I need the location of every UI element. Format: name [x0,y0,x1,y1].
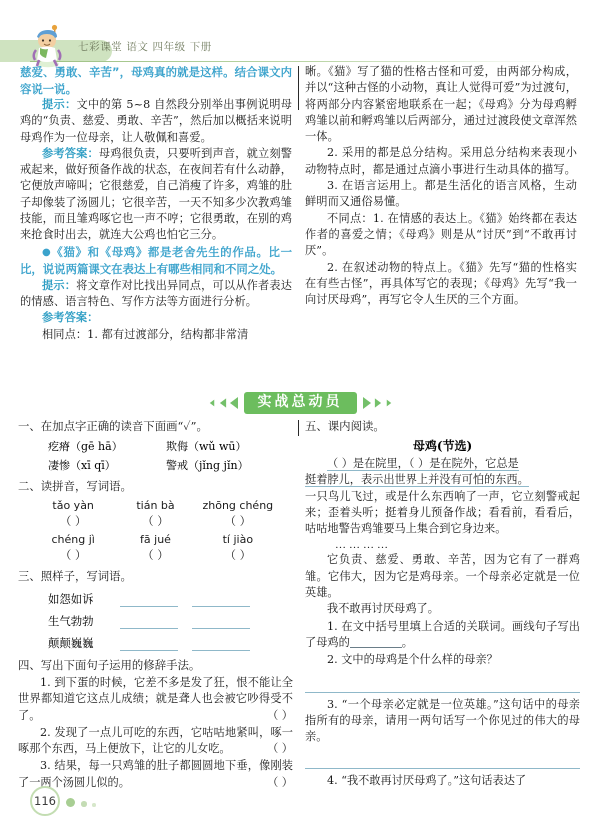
page-footer [0,786,600,820]
exercise-5-title: 五、课内阅读。 [305,419,385,433]
write-blank[interactable] [192,617,250,629]
pinyin-label: tí jiào [222,533,254,546]
passage-title: 母鸡(节选) [412,439,473,453]
exercise-1-item[interactable]: 警戒（jǐng jǐn） [166,459,249,472]
reading-question-4: 4. “我不敢再讨厌母鸡了。”这句话表达了 [327,774,527,788]
answer-1-text: 母鸡很负责，只要听到声音，就立刻警戒起来，做好预备作战的状态，在夜间若有什么动静，它便放声啼叫；它很慈爱，自己消瘦了许多，鸡雏的肚子却像装了汤圆儿；它很辛苦，一天不知多少次教鸡雏技能，而且雏鸡啄它也一声不哼；它很勇敢，在别的鸡来抢食时出去，就连大公鸡也怕它三分。 [20,146,292,242]
reading-question-2: 2. 文中的母鸡是个什么样的母亲？ [327,653,498,667]
answer-2-label: 参考答案： [42,311,99,325]
header-divider-rule [30,61,560,62]
reading-answer-line[interactable] [305,679,580,693]
exercise-4-sentence: 2. 发现了一点儿可吃的东西，它咕咕地紧叫，啄一啄那个东西，马上便放下，让它的儿女吃。 [18,725,293,756]
diff-point-2: 2. 在叙述动物的特点上。《猫》先写“猫的性格实在有些古怪”，再具体写它的表现；《母鸡》先写“我一向讨厌母鸡”，再写它令人生厌的三个方面。 [305,260,577,307]
reading-question-1-text: 1. 在文中括号里填上合适的关联词。画线句子写出了母鸡的 [305,619,580,649]
passage-line-3: 它负责、慈爱、勇敢、辛苦，因为它有了一群鸡雏。它伟大，因为它是鸡母亲。一个母亲必定就是一位英雄。 [305,553,580,600]
write-blank[interactable] [120,639,178,651]
exercise-1-item[interactable]: 凄惨（xī qī） [48,459,116,472]
student-mascot-icon [26,24,72,68]
exercise-4-item-1 [18,675,293,724]
exercise-4-sentence: 3. 结果，每一只鸡雏的肚子都圆圆地下垂，像刚装了一两个汤圆儿似的。 [18,759,293,789]
answer-paren[interactable]: （ ） [267,742,293,756]
same-points-continued: 晰。《猫》写了猫的性格古怪和可爱，由两部分构成，并以“这种古怪的小动物，真让人觉得可爱”为过渡句，将两部分内容紧密地联系在一起；《母鸡》分为母鸡孵鸡雏以前和孵鸡雏以后两部分，通过过渡段使文章浑然一体。 [305,65,577,144]
exercise-3-title: 三、照样子，写词语。 [18,569,132,583]
bullet-icon: ● [42,246,52,258]
sample-word: 如怨如诉 [48,592,94,606]
pinyin-label: fā jué [140,533,171,546]
exercise-left-column [18,418,293,791]
hint-1-label: 提示： [42,98,77,111]
banner-label: 实战总动员 [244,392,357,414]
footer-dot-small-icon [92,803,96,807]
section-banner [0,391,600,415]
hint-1-paragraph [20,97,292,146]
hint-2-paragraph [20,278,292,311]
write-blank[interactable] [120,617,178,629]
passage-underlined-sentence: 挺着脖儿，表示出世界上并没有可怕的东西。 [305,473,529,487]
answer-key-right-column [305,64,577,308]
answer-1-label: 参考答案： [42,146,99,160]
pinyin-label: tǎo yàn [52,499,94,512]
passage-ellipsis: ………… [335,539,391,552]
triangle-left-icon [208,397,238,409]
same-point-2: 2. 采用的都是总分结构。采用总分结构来表现小动物特点时，都是通过点滴小事进行生动具体的描写。 [305,146,577,176]
exercise-2-pinyin-row-2 [18,533,293,546]
answer-bracket[interactable]: （ ） [142,514,169,528]
exercise-1-row-1[interactable] [18,438,293,454]
reading-question-1: 1. 在文中括号里填上合适的关联词。画线句子写出了母鸡的 。 [305,619,580,649]
sample-word: 生气勃勃 [48,614,94,628]
column-divider [298,66,299,110]
footer-dot-large-icon [66,798,75,807]
answer-bracket[interactable]: （ ） [59,514,87,528]
answer-bracket[interactable]: （ ） [224,514,252,528]
answer-key-region [0,64,600,384]
write-blank[interactable] [192,639,250,651]
hint-2-text: 将文章作对比找出异同点，可以从作者表达的情感、语言特色、写作方法等方面进行分析。 [20,278,292,308]
answer-paren[interactable]: （ ） [267,708,293,722]
passage-line-4: 我不敢再讨厌母鸡了。 [327,602,439,616]
exercise-2-pinyin-row-1 [18,499,293,512]
same-point-3: 3. 在语言运用上。都是生活化的语言风格，生动鲜明而又通俗易懂。 [305,179,577,209]
write-blank[interactable] [192,595,250,607]
pinyin-label: zhōng chéng [202,499,274,512]
answer-bracket[interactable]: （ ） [224,548,252,562]
exercise-2-answer-row-1[interactable] [18,513,293,529]
answer-paren[interactable]: （ ） [267,775,293,789]
exercise-3-row[interactable] [18,613,293,629]
triangle-right-icon [363,397,393,409]
answer-bracket[interactable]: （ ） [59,548,87,562]
question-2-paragraph [20,244,292,278]
exercise-1-row-2[interactable] [18,457,293,473]
pinyin-label: chéng jì [51,533,95,546]
exercise-1-item[interactable]: 疙瘠（gē hā） [48,440,123,453]
exercise-column-divider [298,420,299,436]
reading-question-3: 3. “一个母亲必定就是一位英雄。”这句话中的母亲指所有的母亲，请用一两句话写一个你见过的伟大的母亲。 [305,697,580,744]
question-1-tail: 慈爱、勇敢、辛苦”，母鸡真的就是这样。结合课文内容说一说。 [20,65,292,96]
exercise-right-column [305,418,580,790]
exercise-4-sentence: 1. 到下蛋的时候，它差不多是发了狂，恨不能让全世界都知道它这点儿成绩；就是聋人也会被它吵得受不了。 [18,676,293,722]
exercise-3-row[interactable] [18,635,293,651]
write-blank[interactable] [120,595,178,607]
diff-point-1: 不同点：1. 在情感的表达上。《猫》始终都在表达作者的喜爱之情；《母鸡》则是从“讨厌”到“不敢再讨厌”。 [305,211,577,258]
answer-bracket[interactable]: （ ） [142,548,169,562]
hint-2-label: 提示： [42,278,77,292]
exercise-4-item-2 [18,725,293,758]
reading-answer-blank[interactable] [350,647,402,648]
passage-line-2: 一只鸟儿飞过，或是什么东西响了一声，它立刻警戒起来；歪着头听；挺着身儿预备作战；看看前，看看后，咕咕地警告鸡雏要马上集合到它身边来。 [305,489,580,536]
answer-1-paragraph [20,146,292,244]
hint-1-text: 文中的第 5~8 自然段分别举出事例说明母鸡的“负责、慈爱、勇敢、辛苦”，然后加以概括来说明母鸡作为一位母亲，让人敬佩和喜爱。 [20,98,292,144]
exercise-2-answer-row-2[interactable] [18,547,293,563]
passage-line-1[interactable] [305,456,580,472]
answer-2-label-paragraph [20,310,292,326]
exercise-3-row[interactable] [18,591,293,607]
reading-answer-line[interactable] [305,755,580,769]
answer-key-left-column [20,64,292,343]
footer-dot-medium-icon [81,801,87,807]
same-points-head: 相同点：1. 都有过渡部分，结构都非常清 [42,327,249,341]
exercise-4-title: 四、写出下面句子运用的修辞手法。 [18,658,201,672]
passage-blank-segment[interactable]: （ ）是在院里，（ ）是在院外，它总是 [327,457,519,470]
exercise-1-item[interactable]: 欺侮（wǔ wū） [166,440,247,453]
sample-word: 颠颠巍巍 [48,636,94,650]
question-2-text: 《猫》和《母鸡》都是老舍先生的作品。比一比，说说两篇课文在表达上有哪些相同和不同之处。 [20,244,292,277]
passage-line-1b [305,472,580,488]
header-title: 七彩课堂 语文 四年级 下册 [78,41,212,53]
pinyin-label: tián bà [136,499,175,512]
exercise-2-title: 二、读拼音，写词语。 [18,479,132,493]
page-number: 116 [30,786,60,816]
exercise-1-title: 一、在加点字正确的读音下面画“✓”。 [18,419,208,433]
